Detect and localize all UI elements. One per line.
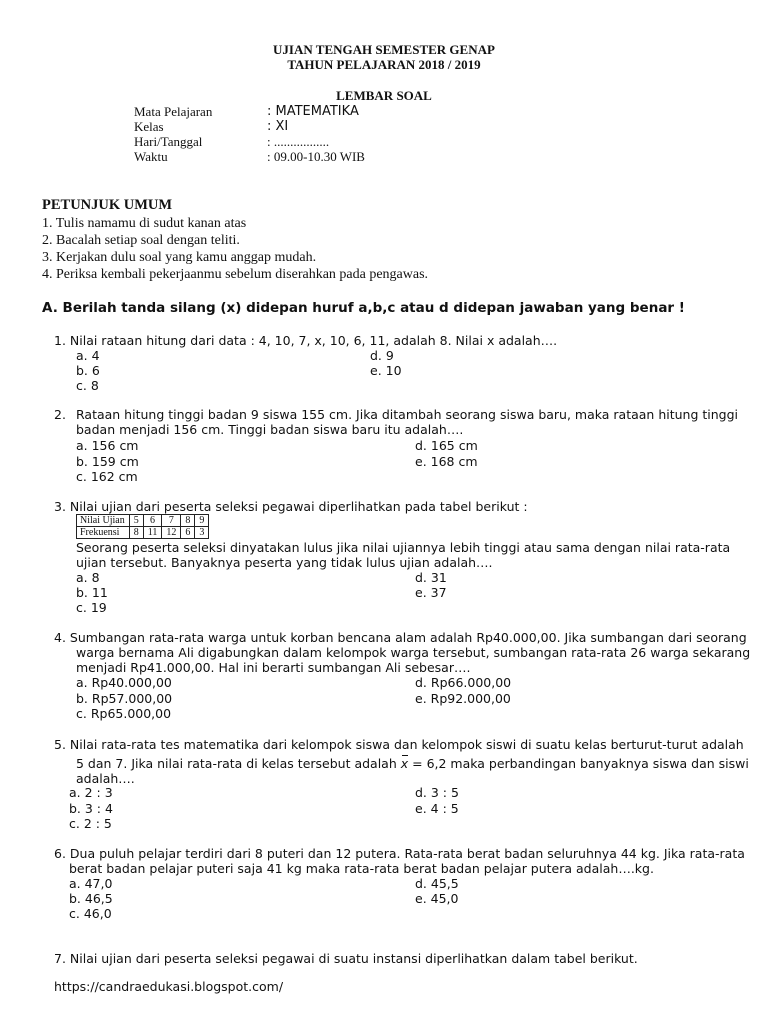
q2-option-d: d. 165 cm [415,438,478,453]
table-cell: 7 [162,515,181,527]
table-cell: 8 [129,527,143,539]
section-a-heading: A. Berilah tanda silang (x) didepan huruf a,b,c atau d didepan jawaban yang benar ! [42,300,685,316]
q4-option-a: a. Rp40.000,00 [76,675,172,690]
q4-option-b: b. Rp57.000,00 [76,691,173,706]
q3-option-a: a. 8 [76,570,100,585]
table-row-label: Frekuensi [77,527,130,539]
instruction-item: 1. Tulis namamu di sudut kanan atas [42,216,247,231]
meta-label-date: Hari/Tanggal [134,134,203,149]
q1-option-e: e. 10 [370,363,402,378]
question-5-line-1: 5. Nilai rata-rata tes matematika dari kelompok siswa dan kelompok siswi di suatu kelas berturut-turut adalah [54,737,744,752]
question-2-line-1: Rataan hitung tinggi badan 9 siswa 155 cm. Jika ditambah seorang siswa baru, maka rataan hitung tinggi [76,407,739,422]
q5-option-c: c. 2 : 5 [69,816,112,831]
q4-option-d: d. Rp66.000,00 [415,675,512,690]
table-cell: 5 [129,515,143,527]
meta-label-time: Waktu [134,149,168,164]
academic-year: TAHUN PELAJARAN 2018 / 2019 [287,57,481,72]
question-7-text: 7. Nilai ujian dari peserta seleksi pegawai di suatu instansi diperlihatkan dalam tabel berikut. [54,951,638,966]
table-cell: 3 [195,527,209,539]
q2-option-e: e. 168 cm [415,454,478,469]
q5-option-e: e. 4 : 5 [415,801,459,816]
q4-option-e: e. Rp92.000,00 [415,691,511,706]
q2-option-c: c. 162 cm [76,469,138,484]
table-cell: 6 [143,515,162,527]
instruction-item: 4. Periksa kembali pekerjaanmu sebelum diserahkan pada pengawas. [42,267,429,282]
question-5-line-2 [76,756,749,771]
q4-option-c: c. Rp65.000,00 [76,706,172,721]
instructions-heading: PETUNJUK UMUM [42,197,173,213]
question-3-text: 3. Nilai ujian dari peserta seleksi pegawai diperlihatkan pada tabel berikut : [54,499,528,514]
q6-option-a: a. 47,0 [69,876,113,891]
q2-option-b: b. 159 cm [76,454,139,469]
q6-option-c: c. 46,0 [69,906,112,921]
instruction-item: 3. Kerjakan dulu soal yang kamu anggap mudah. [42,250,317,265]
q6-option-b: b. 46,5 [69,891,113,906]
question-5-line-3: adalah…. [76,771,135,786]
sheet-title: LEMBAR SOAL [336,88,432,103]
mean-x-symbol: x [400,756,409,771]
question-4-line-3: menjadi Rp41.000,00. Hal ini berarti sumbangan Ali sebesar…. [76,660,471,675]
q1-option-b: b. 6 [76,363,100,378]
meta-value-time: : 09.00-10.30 WIB [267,149,365,164]
instruction-item: 2. Bacalah setiap soal dengan teliti. [42,233,240,248]
meta-value-date: : ................. [267,134,330,149]
question-5-line-2-end: = 6,2 maka perbandingan banyaknya siswa dan siswi [408,756,749,771]
table-row-label: Nilai Ujian [77,515,130,527]
table-cell: 9 [195,515,209,527]
q3-option-d: d. 31 [415,570,447,585]
question-6-line-2: berat badan pelajar puteri saja 41 kg maka rata-rata berat badan pelajar putera adalah….kg. [69,861,654,876]
table-row [77,527,209,539]
table-cell: 11 [143,527,162,539]
question-3-line-2: ujian tersebut. Banyaknya peserta yang tidak lulus ujian adalah…. [76,555,493,570]
q1-option-d: d. 9 [370,348,394,363]
meta-label-subject: Mata Pelajaran [134,104,213,119]
question-2-line-2: badan menjadi 156 cm. Tinggi badan siswa baru itu adalah…. [76,422,464,437]
q5-option-d: d. 3 : 5 [415,785,459,800]
q1-option-a: a. 4 [76,348,100,363]
meta-value-subject: : MATEMATIKA [267,104,359,119]
question-3-line-1: Seorang peserta seleksi dinyatakan lulus jika nilai ujiannya lebih tinggi atau sama dengan nilai rata-rata [76,540,731,555]
table-cell: 6 [181,527,195,539]
question-4-line-1: 4. Sumbangan rata-rata warga untuk korban bencana alam adalah Rp40.000,00. Jika sumbangan dari seorang [54,630,747,645]
question-6-line-1: 6. Dua puluh pelajar terdiri dari 8 puteri dan 12 putera. Rata-rata berat badan seluruhnya 44 kg. Jika rata-rata [54,846,745,861]
q2-option-a: a. 156 cm [76,438,139,453]
footer-url: https://candraedukasi.blogspot.com/ [54,979,284,994]
score-frequency-table [76,514,209,539]
meta-value-class: : XI [267,119,289,134]
meta-label-class: Kelas [134,119,164,134]
q6-option-e: e. 45,0 [415,891,459,906]
q3-option-c: c. 19 [76,600,107,615]
table-cell: 8 [181,515,195,527]
q5-option-a: a. 2 : 3 [69,785,113,800]
q3-option-e: e. 37 [415,585,447,600]
question-5-line-2-start: 5 dan 7. Jika nilai rata-rata di kelas tersebut adalah [76,756,401,771]
question-4-line-2: warga bernama Ali digabungkan dalam kelompok warga tersebut, sumbangan rata-rata 26 warga sekarang [76,645,751,660]
question-1-text: 1. Nilai rataan hitung dari data : 4, 10, 7, x, 10, 6, 11, adalah 8. Nilai x adalah…. [54,333,558,348]
q1-option-c: c. 8 [76,378,99,393]
q6-option-d: d. 45,5 [415,876,459,891]
question-2-number: 2. [54,407,66,422]
table-cell: 12 [162,527,181,539]
q3-option-b: b. 11 [76,585,108,600]
q5-option-b: b. 3 : 4 [69,801,113,816]
exam-title: UJIAN TENGAH SEMESTER GENAP [273,42,495,57]
table-row [77,515,209,527]
